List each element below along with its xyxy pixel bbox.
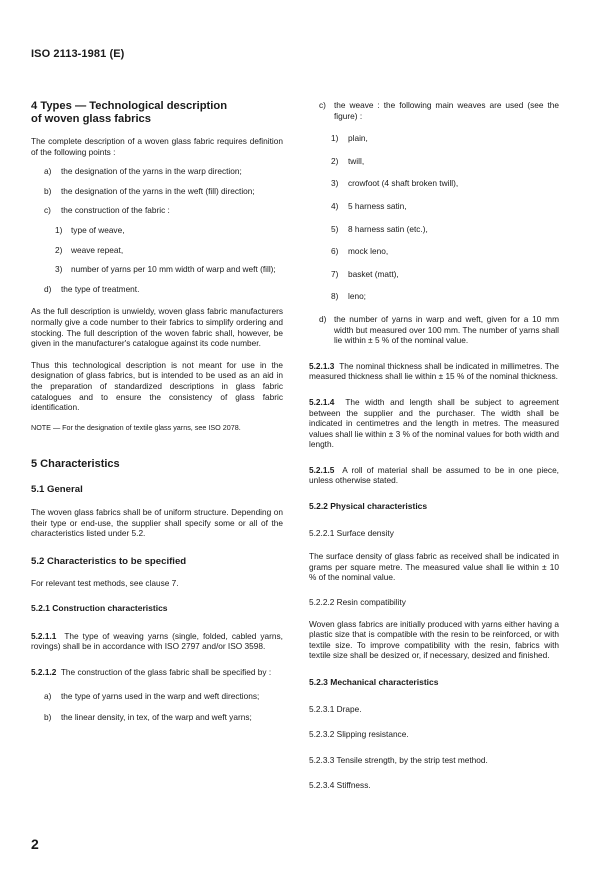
weave-item: 8) leno; (331, 291, 366, 302)
weave-item: 4) 5 harness satin, (331, 200, 407, 211)
section-5-2-3-4: 5.2.3.4 Stiffness. (309, 780, 371, 791)
list-item: c) the weave : the following main weaves are used (see the figure) : (319, 100, 559, 121)
clause-text: A roll of material shall be assumed to be in one piece, unless otherwise stated. (309, 464, 559, 486)
clause-number: 5.2.1.4 (309, 396, 335, 407)
list-item: a) the type of yarns used in the warp and weft directions; (44, 690, 260, 701)
section-5-2-1-title: 5.2.1 Construction characteristics (31, 603, 168, 614)
section-5-2-3-3: 5.2.3.3 Tensile strength, by the strip test method. (309, 754, 488, 765)
section-4-title-line2: of woven glass fabrics (31, 112, 151, 125)
list-item: d) the type of treatment. (44, 283, 140, 294)
section-5-2-1-3 (309, 361, 559, 382)
section-5-2-text: For relevant test methods, see clause 7. (31, 577, 179, 588)
section-5-2-1-1 (31, 631, 283, 652)
list-item: b) the linear density, in tex, of the warp and weft yarns; (44, 712, 252, 723)
section-5-2-1-5 (309, 465, 559, 486)
list-item: b) the designation of the yarns in the weft (fill) direction; (44, 185, 255, 196)
section-4-title-line1: 4 Types — Technological description (31, 100, 228, 112)
weave-item: 7) basket (matt), (331, 268, 399, 279)
left-column (31, 100, 283, 723)
section-5-2-1-4 (309, 397, 559, 450)
sub-list-item: 1) type of weave, (55, 224, 125, 235)
page-number: 2 (31, 836, 39, 852)
clause-number: 5.2.1.3 (309, 360, 335, 371)
section-5-2-3-2: 5.2.3.2 Slipping resistance. (309, 729, 409, 740)
section-5-2-2-1-text: The surface density of glass fabric as received shall be indicated in grams per square metre. The measured value shall lie within ± 10 % of the nominal value. (309, 551, 559, 583)
clause-number: 5.2.1.5 (309, 464, 335, 475)
section-5-2-2-2-title: 5.2.2.2 Resin compatibility (309, 597, 406, 608)
weave-item: 5) 8 harness satin (etc.), (331, 223, 428, 234)
section-4-paragraph-3: Thus this technological description is not meant for use in the designation of glass fabrics, but is intended to be used as an aid in the preparation of standardized descriptions in glass fabric catalogues and to ensure the consistency of glass fabric identification. (31, 359, 283, 413)
document-header: ISO 2113-1981 (E) (31, 48, 125, 60)
sub-list-item: 3) number of yarns per 10 mm width of warp and weft (fill); (55, 264, 276, 275)
weave-item: 3) crowfoot (4 shaft broken twill), (331, 178, 459, 189)
clause-text: The construction of the glass fabric shall be specified by : (60, 667, 272, 678)
right-column (309, 100, 559, 791)
section-5-2-2-1-title: 5.2.2.1 Surface density (309, 527, 394, 538)
section-5-title: 5 Characteristics (31, 457, 120, 470)
list-item: d) the number of yarns in warp and weft, given for a 10 mm width but measured over 100 mm. The number of yarns shall lie within ± 5 % of the nominal value. (319, 313, 559, 346)
section-5-2-3-1: 5.2.3.1 Drape. (309, 703, 362, 714)
note: NOTE — For the designation of textile glass yarns, see ISO 2078. (31, 422, 241, 432)
clause-number: 5.2.1.2 (31, 667, 57, 678)
section-5-2-title: 5.2 Characteristics to be specified (31, 556, 187, 568)
section-5-2-3-title: 5.2.3 Mechanical characteristics (309, 677, 439, 687)
section-5-2-2-title: 5.2.2 Physical characteristics (309, 501, 428, 512)
section-5-2-2-2-text: Woven glass fabrics are initially produced with yarns either having a plastic size that is compatible with the resin to be reinforced, or with textile size. To improve compatibility with the resin, fabrics with textile size shall be desized or, if necessary, desized and finished. (309, 618, 559, 661)
section-5-2-1-2 (31, 667, 283, 678)
weave-item: 1) plain, (331, 133, 368, 144)
clause-text: The type of weaving yarns (single, folded, cabled yarns, rovings) shall be in accordance with ISO 2797 and/or ISO 3598. (31, 630, 283, 652)
clause-text: The width and length shall be subject to agreement between the supplier and the purchaser. The width shall be indicated in centimetres and the length in metres. The measured values shall lie within ± 3 % of the nominal values for both width and length. (309, 396, 559, 450)
list-item: a) the designation of the yarns in the warp direction; (44, 166, 242, 177)
clause-number: 5.2.1.1 (31, 630, 57, 641)
section-4-intro: The complete description of a woven glass fabric requires definition of the following points : (31, 136, 283, 157)
section-5-1-title: 5.1 General (31, 483, 83, 495)
section-4-paragraph-2: As the full description is unwieldy, woven glass fabric manufacturers normally give a code number to their fabrics to simplify ordering and stocking. The full description of the woven fabric shall, however, be given in the manufacturer's catalogue against its code number. (31, 306, 283, 349)
list-item: c) the construction of the fabric : (44, 205, 170, 216)
sub-list-item: 2) weave repeat, (55, 244, 124, 255)
clause-text: The nominal thickness shall be indicated in millimetres. The measured thickness shall lie within ± 15 % of the nominal thickness. (309, 360, 559, 382)
weave-item: 6) mock leno, (331, 246, 389, 257)
weave-item: 2) twill, (331, 155, 365, 166)
section-5-1-text: The woven glass fabrics shall be of uniform structure. Depending on their type or end-use, the supplier shall specify some or all of the characteristics listed under 5.2. (31, 507, 283, 539)
